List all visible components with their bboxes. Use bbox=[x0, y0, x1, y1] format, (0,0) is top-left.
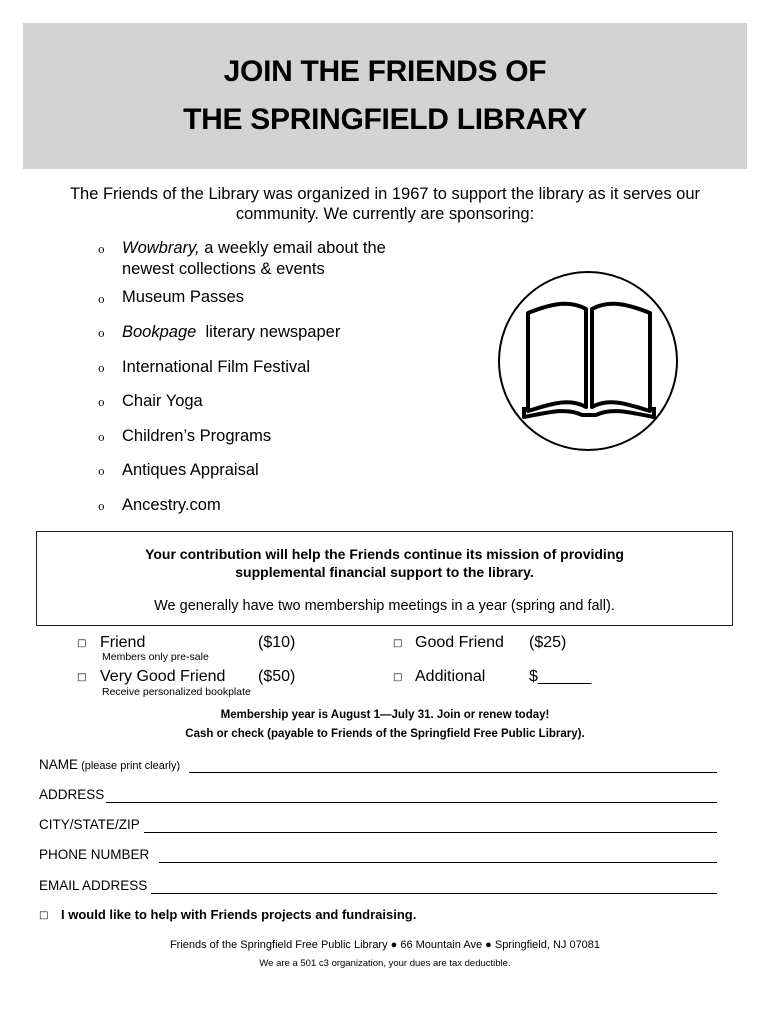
title-line-1: JOIN THE FRIENDS OF bbox=[223, 55, 547, 88]
membership-note: Receive personalized bookplate bbox=[102, 686, 251, 698]
list-item: Wowbrary, a weekly email about the bbox=[122, 239, 386, 257]
address-label: ADDRESS bbox=[39, 787, 105, 802]
help-label: I would like to help with Friends projects and fundraising. bbox=[61, 907, 417, 922]
address-field[interactable] bbox=[106, 802, 717, 803]
footer-address: Friends of the Springfield Free Public Library ● 66 Mountain Ave ● Springfield, NJ 07081 bbox=[169, 939, 601, 951]
intro-line-2: community. We currently are sponsoring: bbox=[235, 205, 535, 223]
list-item: Ancestry.com bbox=[122, 496, 221, 514]
bullet-icon: o bbox=[98, 465, 105, 478]
payment-text: Cash or check (payable to Friends of the Springfield Free Public Library). bbox=[185, 728, 585, 740]
help-checkbox[interactable]: □ bbox=[39, 910, 49, 921]
list-item: Bookpage literary newspaper bbox=[122, 323, 341, 341]
list-item: Children’s Programs bbox=[122, 427, 272, 445]
email-label: EMAIL ADDRESS bbox=[39, 878, 148, 893]
membership-price: ($25) bbox=[529, 634, 567, 651]
email-field[interactable] bbox=[151, 893, 717, 894]
list-item: Chair Yoga bbox=[122, 392, 203, 410]
bullet-icon: o bbox=[98, 293, 105, 306]
list-item-continued: newest collections & events bbox=[122, 260, 325, 278]
membership-label: Additional bbox=[415, 668, 486, 685]
intro-text bbox=[40, 184, 730, 224]
name-label: NAME (please print clearly) bbox=[39, 757, 181, 772]
meetings-text: We generally have two membership meetings in a year (spring and fall). bbox=[154, 598, 615, 614]
contribution-text-2: supplemental financial support to the library. bbox=[235, 564, 534, 580]
contribution-box bbox=[36, 531, 733, 626]
membership-note: Members only pre-sale bbox=[102, 651, 209, 663]
bullet-icon: o bbox=[98, 362, 105, 375]
list-item: Museum Passes bbox=[122, 288, 244, 306]
membership-label: Very Good Friend bbox=[100, 668, 226, 685]
bullet-icon: o bbox=[98, 327, 105, 340]
membership-label: Good Friend bbox=[415, 634, 504, 651]
city-state-zip-label: CITY/STATE/ZIP bbox=[39, 817, 140, 832]
footer-tax-note: We are a 501 c3 organization, your dues are tax deductible. bbox=[259, 958, 511, 969]
contribution-text-1: Your contribution will help the Friends continue its mission of providing bbox=[145, 546, 624, 562]
open-book-icon bbox=[496, 267, 682, 457]
membership-price: ($50) bbox=[258, 668, 296, 685]
list-item: Antiques Appraisal bbox=[122, 461, 259, 479]
membership-price-blank[interactable]: $______ bbox=[529, 668, 592, 685]
bullet-icon: o bbox=[98, 431, 105, 444]
intro-line-1: The Friends of the Library was organized in 1967 to support the library as it serves our bbox=[69, 185, 701, 203]
header-banner bbox=[23, 23, 747, 169]
city-state-zip-field[interactable] bbox=[144, 832, 717, 833]
bullet-icon: o bbox=[98, 243, 105, 256]
bullet-icon: o bbox=[98, 500, 105, 513]
name-field[interactable] bbox=[189, 772, 717, 773]
phone-field[interactable] bbox=[159, 862, 717, 863]
checkbox-additional[interactable]: □ bbox=[393, 672, 403, 683]
checkbox-good-friend[interactable]: □ bbox=[393, 638, 403, 649]
phone-label: PHONE NUMBER bbox=[39, 847, 150, 862]
checkbox-friend[interactable]: □ bbox=[77, 638, 87, 649]
title-line-2: THE SPRINGFIELD LIBRARY bbox=[183, 103, 587, 136]
bullet-icon: o bbox=[98, 396, 105, 409]
list-item: International Film Festival bbox=[122, 358, 310, 376]
checkbox-very-good-friend[interactable]: □ bbox=[77, 672, 87, 683]
membership-label: Friend bbox=[100, 634, 146, 651]
membership-year-text: Membership year is August 1—July 31. Join or renew today! bbox=[220, 709, 550, 721]
membership-price: ($10) bbox=[258, 634, 296, 651]
